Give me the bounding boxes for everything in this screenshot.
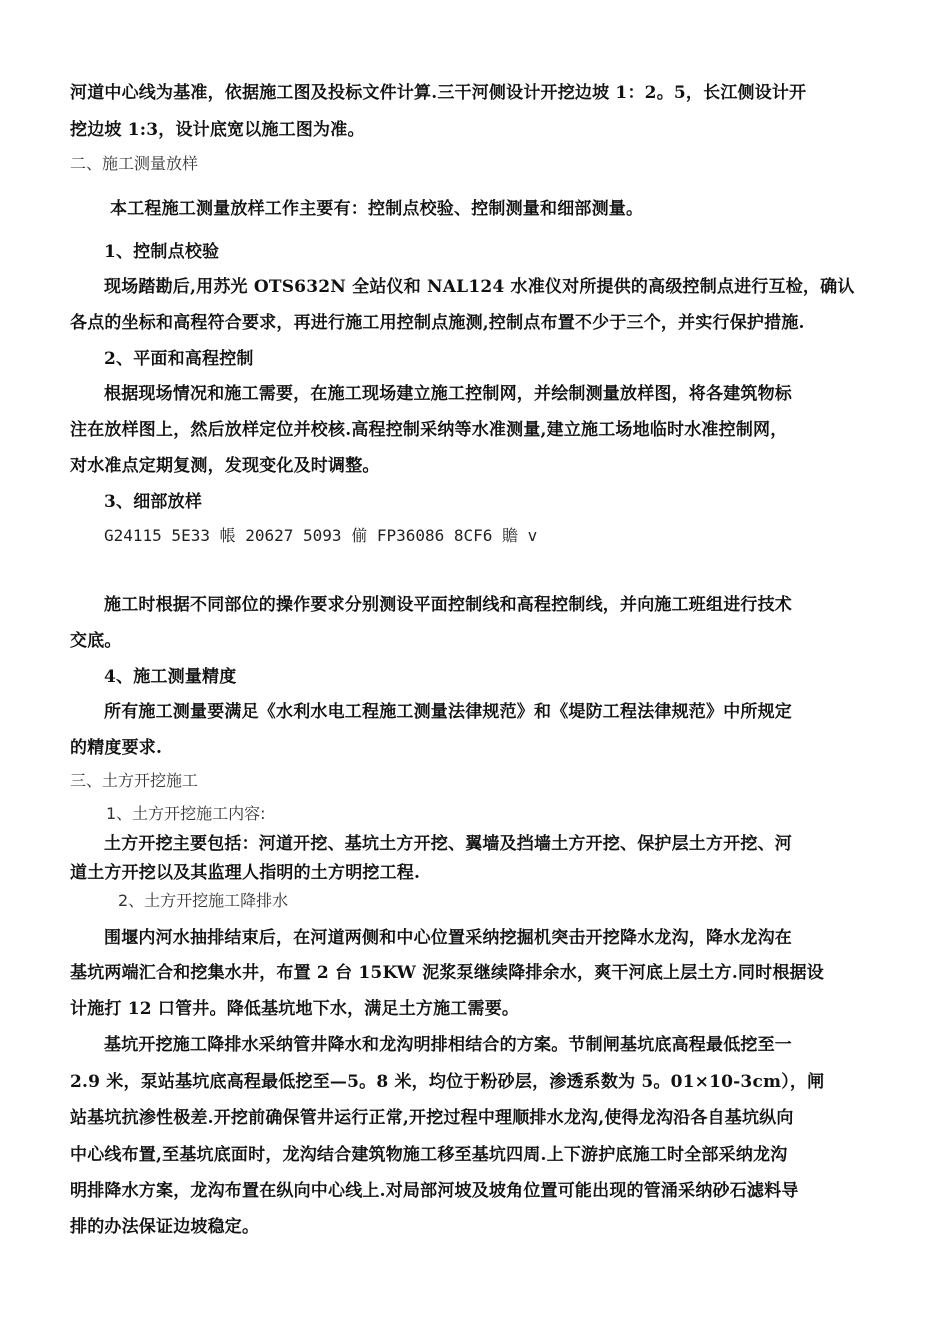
section-heading: 三、土方开挖施工 bbox=[70, 771, 199, 790]
body-text-line: 挖边坡 1:3，设计底宽以施工图为准。 bbox=[70, 120, 365, 140]
subsection-heading: 1、控制点校验 bbox=[104, 242, 220, 262]
body-text-line: 站基坑抗渗性极差.开挖前确保管井运行正常,开挖过程中理顺排水龙沟,使得龙沟沿各自基坑纵向 bbox=[70, 1108, 794, 1128]
body-text-line: 排的办法保证边坡稳定。 bbox=[70, 1217, 260, 1237]
body-text-line: 对水准点定期复测，发现变化及时调整。 bbox=[70, 456, 380, 476]
body-text-line: 所有施工测量要满足《水利水电工程施工测量法律规范》和《堤防工程法律规范》中所规定 bbox=[104, 702, 792, 722]
body-text-line: 基坑开挖施工降排水采纳管井降水和龙沟明排相结合的方案。节制闸基坑底高程最低挖至一 bbox=[104, 1035, 792, 1055]
subsection-heading: 3、细部放样 bbox=[104, 492, 203, 512]
body-text-line: 围堰内河水抽排结束后，在河道两侧和中心位置采纳挖掘机突击开挖降水龙沟，降水龙沟在 bbox=[104, 928, 792, 948]
body-text-line: 根据现场情况和施工需要，在施工现场建立施工控制网，并绘制测量放样图，将各建筑物标 bbox=[104, 384, 792, 404]
subsection-heading: 1、土方开挖施工内容: bbox=[106, 804, 266, 823]
body-text-line: 的精度要求. bbox=[70, 738, 163, 758]
body-text-line: 2.9 米，泵站基坑底高程最低挖至—5。8 米，均位于粉砂层，渗透系数为 5。01×10-3cm），闸 bbox=[70, 1072, 825, 1092]
body-text-line: 注在放样图上，然后放样定位并校核.高程控制采纳等水准测量,建立施工场地临时水准控制网， bbox=[70, 420, 788, 440]
body-text-line: 现场踏勘后,用苏光 OTS632N 全站仪和 NAL124 水准仪对所提供的高级控制点进行互检，确认 bbox=[104, 277, 855, 297]
body-text-line: 基坑两端汇合和挖集水井，布置 2 台 15KW 泥浆泵继续降排余水，爽干河底上层土方.同时根据设 bbox=[70, 963, 824, 983]
body-text-line: 河道中心线为基准，依据施工图及投标文件计算.三干河侧设计开挖边坡 1：2。5，长江侧设计开 bbox=[70, 83, 807, 103]
body-text-line: 施工时根据不同部位的操作要求分别测设平面控制线和高程控制线，并向施工班组进行技术 bbox=[104, 595, 792, 615]
subsection-heading: 2、平面和高程控制 bbox=[104, 349, 254, 369]
body-text-line: 交底。 bbox=[70, 631, 122, 651]
body-text-line: 土方开挖主要包括：河道开挖、基坑土方开挖、翼墙及挡墙土方开挖、保护层土方开挖、河 bbox=[104, 834, 792, 854]
garbled-code-line: G24115 5E33 帳 20627 5093 偂 FP36086 8CF6 贍 v bbox=[104, 526, 538, 545]
body-text-line: 中心线布置,至基坑底面时，龙沟结合建筑物施工移至基坑四周.上下游护底施工时全部采纳龙沟 bbox=[70, 1145, 788, 1165]
section-heading: 二、施工测量放样 bbox=[70, 154, 199, 173]
body-text-line: 各点的坐标和高程符合要求，再进行施工用控制点施测,控制点布置不少于三个，并实行保护措施. bbox=[70, 313, 805, 333]
subsection-heading: 4、施工测量精度 bbox=[104, 667, 237, 687]
body-text-line: 明排降水方案，龙沟布置在纵向中心线上.对局部河坡及坡角位置可能出现的管涌采纳砂石滤料导 bbox=[70, 1181, 799, 1201]
body-text-line: 计施打 12 口管井。降低基坑地下水，满足土方施工需要。 bbox=[70, 999, 520, 1019]
body-text-line: 道土方开挖以及其监理人指明的土方明挖工程. bbox=[70, 863, 421, 883]
subsection-heading: 2、土方开挖施工降排水 bbox=[118, 891, 289, 910]
body-text-line: 本工程施工测量放样工作主要有：控制点校验、控制测量和细部测量。 bbox=[110, 199, 644, 219]
